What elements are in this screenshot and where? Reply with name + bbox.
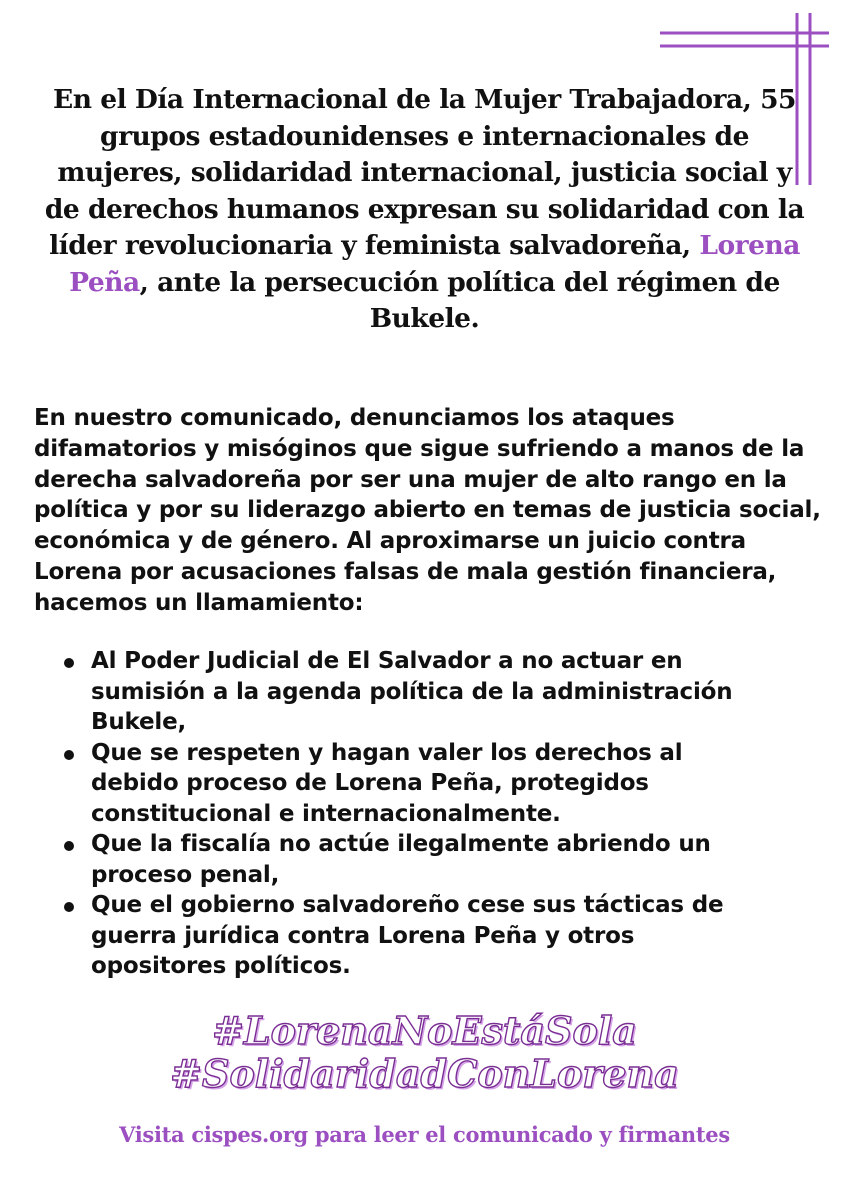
hashtag-solidaridad-con-lorena: #SolidaridadConLorena: [170, 1051, 679, 1096]
footer-call-to-action: Visita cispes.org para leer el comunicado y firmantes: [119, 1122, 730, 1147]
demand-item: [60, 646, 760, 738]
demands-list: [60, 646, 760, 982]
bullet-icon: [64, 841, 74, 851]
demand-item: [60, 829, 760, 890]
demand-text: Que el gobierno salvadoreño cese sus tácticas de guerra jurídica contra Lorena Peña y otros opositores políticos.: [91, 892, 724, 979]
hashtag-lorena-no-esta-sola: #LorenaNoEstáSola: [212, 1008, 637, 1053]
bullet-icon: [64, 658, 74, 668]
headline-text-before: En el Día Internacional de la Mujer Trabajadora, 55 grupos estadounidenses e internacionales de mujeres, solidaridad internacional, justicia social y de derechos humanos expresan su solidaridad con la líder revolucionaria y feminista salvadoreña,: [44, 84, 805, 261]
demand-text: Que se respeten y hagan valer los derechos al debido proceso de Lorena Peña, protegidos constitucional e internacionalmente.: [91, 739, 683, 827]
demand-text: Al Poder Judicial de El Salvador a no actuar en sumisión a la agenda política de la administración Bukele,: [91, 648, 733, 735]
headline: [40, 82, 809, 338]
communique-paragraph: En nuestro comunicado, denunciamos los ataques difamatorios y misóginos que sigue sufriendo a manos de la derecha salvadoreña por ser una mujer de alto rango en la política y por su liderazgo abierto en temas de justicia social, económica y de género. Al aproximarse un juicio contra Lorena por acusaciones falsas de mala gestión financiera, hacemos un llamamiento:: [34, 405, 821, 616]
bullet-icon: [64, 750, 74, 760]
demand-item: [60, 738, 760, 830]
bullet-icon: [64, 902, 74, 912]
demand-item: [60, 890, 760, 982]
highlighted-name: Lorena Peña: [69, 230, 800, 298]
headline-text-after: , ante la persecución política del régimen de Bukele.: [139, 266, 780, 334]
demand-text: Que la fiscalía no actúe ilegalmente abriendo un proceso penal,: [91, 831, 711, 888]
